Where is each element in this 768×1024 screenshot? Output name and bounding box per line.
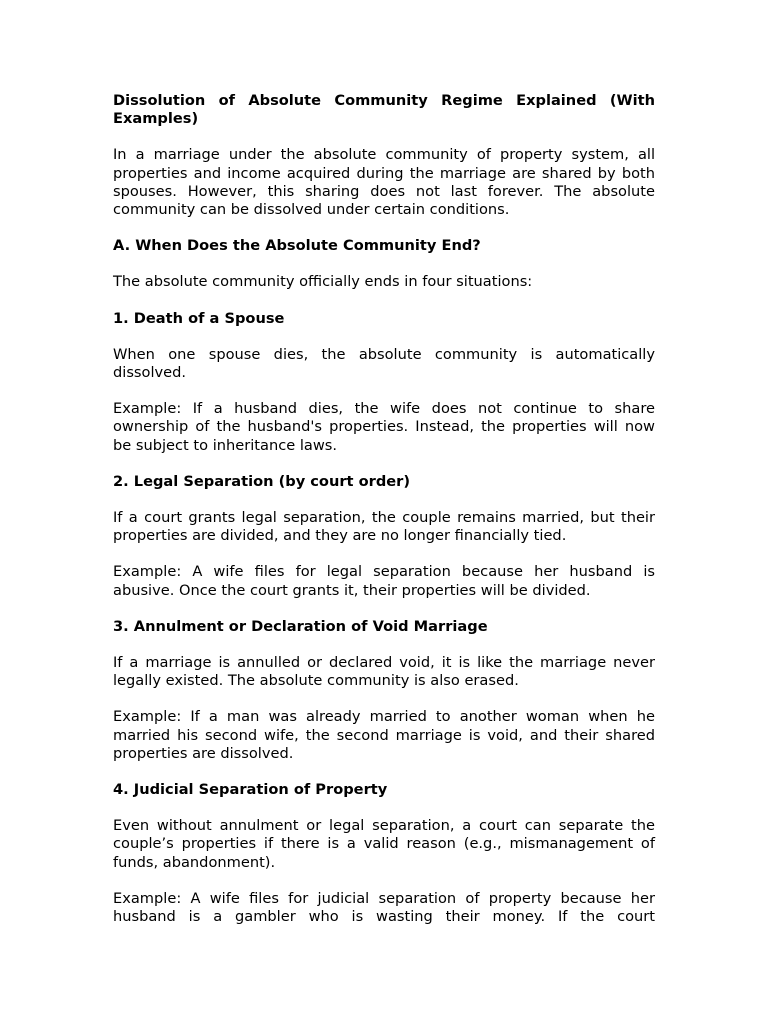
section-a-heading: A. When Does the Absolute Community End? xyxy=(113,237,481,255)
document-body xyxy=(113,92,655,944)
section-a-lead: The absolute community officially ends in four situations: xyxy=(113,273,533,291)
item-1-text: When one spouse dies, the absolute community is automatically dissolved. xyxy=(113,345,655,382)
item-3-text: If a marriage is annulled or declared void, it is like the marriage never legally existed. The absolute community is also erased. xyxy=(113,654,655,690)
item-1-example: Example: If a husband dies, the wife does not continue to share ownership of the husband's properties. Instead, the properties will now be subject to inheritance laws. xyxy=(113,400,655,454)
item-4-example: Example: A wife files for judicial separation of property because her husband is a gambler who is wasting their money. If the court xyxy=(113,889,655,926)
intro-paragraph: In a marriage under the absolute community of property system, all properties and income acquired during the marriage are shared by both spouses. However, this sharing does not last forever. The absolute community can be dissolved under certain conditions. xyxy=(113,146,655,219)
document-title: Dissolution of Absolute Community Regime Explained (With Examples) xyxy=(113,92,655,128)
item-3-example: Example: If a man was already married to another woman when he married his second wife, the second marriage is void, and their shared properties are dissolved. xyxy=(113,708,655,762)
item-2-text: If a court grants legal separation, the couple remains married, but their properties are divided, and they are no longer financially tied. xyxy=(113,509,655,545)
item-2-heading: 2. Legal Separation (by court order) xyxy=(113,472,411,490)
item-1-heading: 1. Death of a Spouse xyxy=(113,309,285,327)
item-2-example: Example: A wife files for legal separation because her husband is abusive. Once the court grants it, their properties will be divided. xyxy=(113,563,655,599)
item-4-text: Even without annulment or legal separation, a court can separate the couple’s properties if there is a valid reason (e.g., mismanagement of funds, abandonment). xyxy=(113,817,655,871)
item-3-heading: 3. Annulment or Declaration of Void Marriage xyxy=(113,617,488,635)
item-4-heading: 4. Judicial Separation of Property xyxy=(113,781,388,799)
